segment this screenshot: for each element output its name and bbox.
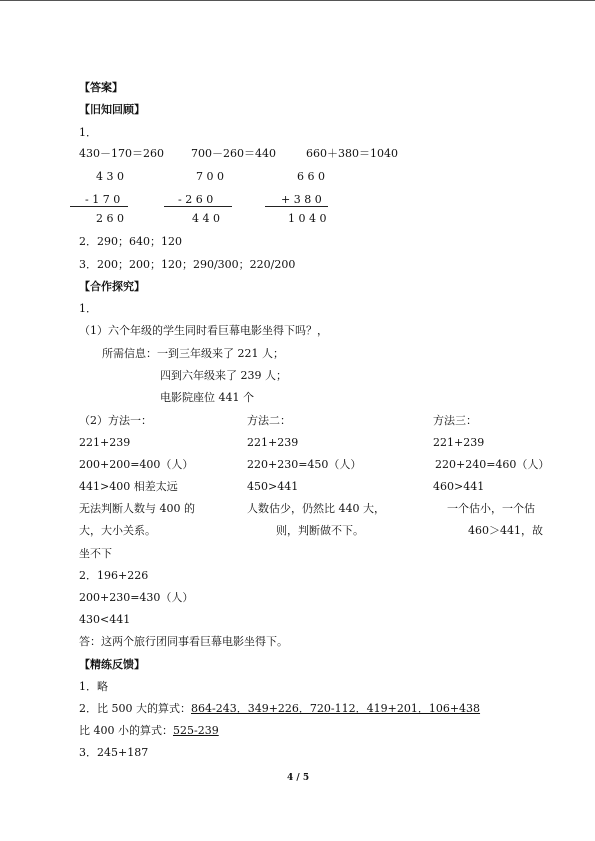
method-2-line-3: 450>441: [247, 480, 299, 493]
method-3-line-3: 460>441: [433, 480, 485, 493]
method-1-line-4: 无法判断人数与 400 的: [79, 502, 195, 515]
method-1-line-1: 221+239: [79, 436, 131, 449]
method-2-line-4: 人数估少，仍然比 440 大，: [247, 502, 385, 515]
practice-q2b-expressions: 525-239: [173, 724, 219, 737]
header-rule: [0, 0, 595, 1]
page-number: 4 / 5: [287, 773, 310, 783]
vertical-1-top: 4 3 0: [96, 170, 124, 183]
practice-q2: [79, 702, 490, 715]
explore-q1-label: 1．: [79, 302, 97, 315]
vertical-2-rule: [164, 206, 232, 207]
method-3-line-4: 一个估小，一个估: [447, 502, 535, 515]
vertical-1-operand: - 1 7 0: [85, 193, 121, 206]
review-q2: 2．290；640；120: [79, 235, 182, 248]
method-1-line-2: 200+200=400（人）: [79, 458, 194, 471]
vertical-3-rule: [265, 206, 328, 207]
equation-3: 660＋380＝1040: [306, 147, 398, 160]
method-2-line-1: 221+239: [247, 436, 299, 449]
review-q3: 3．200；200；120；290/300；220/200: [79, 258, 296, 271]
explore-q1-question: （1）六个年级的学生同时看巨幕电影坐得下吗？，: [79, 324, 328, 337]
info-line-3: 电影院座位 441 个: [160, 391, 254, 404]
vertical-1-rule: [70, 206, 128, 207]
section-practice-heading: 【精练反馈】: [79, 658, 145, 671]
methods-conclusion: 坐不下: [79, 547, 112, 560]
method-1-line-5: 大，大小关系。: [79, 524, 156, 537]
method-1-line-3: 441>400 相差太远: [79, 480, 178, 493]
equation-2: 700－260＝440: [191, 147, 276, 160]
method-2-heading: 方法二：: [247, 414, 291, 427]
explore-q2-line-3: 430<441: [79, 613, 131, 626]
practice-q2-expressions: 864-243．349+226．720-112．419+201．106+438: [191, 702, 481, 715]
vertical-2-operand: - 2 6 0: [178, 193, 214, 206]
info-line-1: 所需信息：一到三年级来了 221 人；: [102, 347, 284, 360]
info-line-2: 四到六年级来了 239 人；: [160, 369, 287, 382]
vertical-1-result: 2 6 0: [96, 212, 124, 225]
vertical-2-top: 7 0 0: [196, 170, 224, 183]
practice-q1: 1．略: [79, 680, 108, 693]
vertical-3-top: 6 6 0: [297, 170, 325, 183]
section-answer-heading: 【答案】: [79, 81, 123, 94]
method-3-heading: 方法三：: [433, 414, 477, 427]
section-explore-heading: 【合作探究】: [79, 280, 145, 293]
method-2-line-2: 220+230=450（人）: [247, 458, 362, 471]
explore-q2-line-2: 200+230=430（人）: [79, 591, 194, 604]
section-review-heading: 【旧知回顾】: [79, 103, 145, 116]
vertical-3-result: 1 0 4 0: [288, 212, 327, 225]
review-q1-label: 1．: [79, 126, 97, 139]
explore-q2-answer: 答：这两个旅行团同事看巨幕电影坐得下。: [79, 635, 288, 648]
vertical-3-operand: + 3 8 0: [281, 193, 322, 206]
method-3-line-2: 220+240=460（人）: [435, 458, 550, 471]
equation-1: 430－170＝260: [79, 147, 164, 160]
method-1-heading: （2）方法一：: [79, 414, 152, 427]
practice-q2-prefix: 2．比 500 大的算式：: [79, 702, 191, 715]
explore-q2: 2．196+226: [79, 569, 149, 582]
method-2-line-5: 则，判断做不下。: [276, 524, 364, 537]
vertical-2-result: 4 4 0: [192, 212, 220, 225]
practice-q2b-prefix: 比 400 小的算式：: [79, 724, 173, 737]
method-3-line-5: 460＞441，故: [468, 524, 543, 537]
practice-q3: 3．245+187: [79, 746, 149, 759]
method-3-line-1: 221+239: [433, 436, 485, 449]
practice-q2b: [79, 724, 237, 737]
